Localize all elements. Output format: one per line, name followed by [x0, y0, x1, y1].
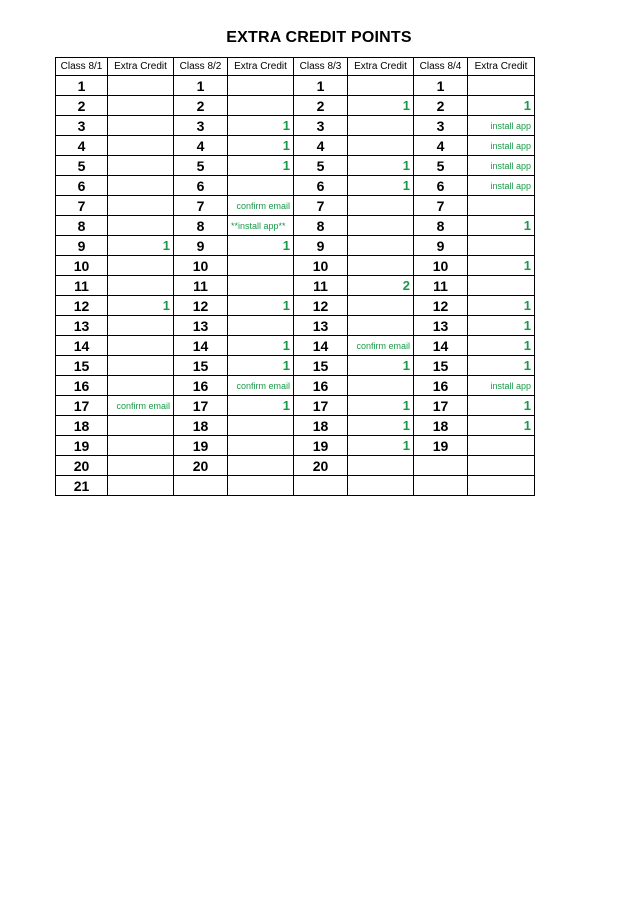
student-number-cell: 5 — [294, 156, 348, 176]
table-row — [56, 76, 535, 96]
student-number-cell: 21 — [56, 476, 108, 496]
extra-credit-cell: 1 — [348, 356, 414, 376]
student-number-cell: 12 — [414, 296, 468, 316]
extra-credit-cell — [108, 96, 174, 116]
student-number-cell: 19 — [294, 436, 348, 456]
extra-credit-cell — [108, 216, 174, 236]
extra-credit-cell: 1 — [468, 416, 535, 436]
extra-credit-cell — [108, 456, 174, 476]
extra-credit-cell — [228, 256, 294, 276]
extra-credit-cell — [108, 336, 174, 356]
extra-credit-cell — [108, 136, 174, 156]
extra-credit-cell — [468, 236, 535, 256]
student-number-cell: 11 — [294, 276, 348, 296]
extra-credit-table — [55, 57, 535, 496]
extra-credit-cell — [108, 376, 174, 396]
extra-credit-cell: install app — [468, 116, 535, 136]
table-row — [56, 236, 535, 256]
student-number-cell: 7 — [174, 196, 228, 216]
column-header-class: Class 8/4 — [414, 58, 468, 76]
student-number-cell: 5 — [414, 156, 468, 176]
student-number-cell: 5 — [56, 156, 108, 176]
extra-credit-cell — [108, 436, 174, 456]
student-number-cell — [414, 476, 468, 496]
student-number-cell: 9 — [56, 236, 108, 256]
extra-credit-cell — [228, 276, 294, 296]
extra-credit-cell: 1 — [108, 296, 174, 316]
student-number-cell: 8 — [294, 216, 348, 236]
extra-credit-cell: 1 — [468, 296, 535, 316]
extra-credit-cell — [108, 356, 174, 376]
extra-credit-cell: 1 — [228, 336, 294, 356]
table-row — [56, 216, 535, 236]
extra-credit-cell: 1 — [228, 396, 294, 416]
column-header-extra-credit: Extra Credit — [228, 58, 294, 76]
student-number-cell: 11 — [56, 276, 108, 296]
student-number-cell: 3 — [174, 116, 228, 136]
student-number-cell: 12 — [174, 296, 228, 316]
extra-credit-cell — [228, 316, 294, 336]
student-number-cell: 13 — [56, 316, 108, 336]
student-number-cell: 10 — [56, 256, 108, 276]
student-number-cell: 8 — [56, 216, 108, 236]
extra-credit-cell: 1 — [228, 136, 294, 156]
student-number-cell: 7 — [294, 196, 348, 216]
column-header-extra-credit: Extra Credit — [348, 58, 414, 76]
student-number-cell: 3 — [294, 116, 348, 136]
student-number-cell: 17 — [414, 396, 468, 416]
student-number-cell: 16 — [174, 376, 228, 396]
student-number-cell: 12 — [294, 296, 348, 316]
extra-credit-cell: 1 — [348, 416, 414, 436]
table-row — [56, 276, 535, 296]
student-number-cell: 1 — [294, 76, 348, 96]
student-number-cell: 4 — [56, 136, 108, 156]
table-row — [56, 336, 535, 356]
extra-credit-cell: 1 — [228, 296, 294, 316]
extra-credit-cell — [108, 176, 174, 196]
student-number-cell: 8 — [174, 216, 228, 236]
column-header-extra-credit: Extra Credit — [108, 58, 174, 76]
extra-credit-cell — [468, 76, 535, 96]
student-number-cell: 6 — [56, 176, 108, 196]
student-number-cell: 18 — [174, 416, 228, 436]
header-row — [56, 58, 535, 76]
student-number-cell: 15 — [414, 356, 468, 376]
extra-credit-cell: confirm email — [348, 336, 414, 356]
extra-credit-cell: 1 — [348, 96, 414, 116]
table-row — [56, 376, 535, 396]
extra-credit-cell: install app — [468, 156, 535, 176]
student-number-cell: 11 — [174, 276, 228, 296]
extra-credit-cell: 1 — [348, 156, 414, 176]
student-number-cell: 16 — [294, 376, 348, 396]
extra-credit-cell: install app — [468, 176, 535, 196]
extra-credit-cell: 1 — [468, 216, 535, 236]
student-number-cell: 14 — [294, 336, 348, 356]
student-number-cell: 7 — [414, 196, 468, 216]
student-number-cell: 13 — [294, 316, 348, 336]
table-row — [56, 476, 535, 496]
student-number-cell: 7 — [56, 196, 108, 216]
extra-credit-cell — [228, 76, 294, 96]
extra-credit-cell — [108, 476, 174, 496]
column-header-class: Class 8/1 — [56, 58, 108, 76]
extra-credit-cell — [468, 196, 535, 216]
extra-credit-cell: 1 — [468, 356, 535, 376]
student-number-cell: 4 — [414, 136, 468, 156]
student-number-cell: 6 — [174, 176, 228, 196]
extra-credit-cell: confirm email — [108, 396, 174, 416]
student-number-cell: 20 — [56, 456, 108, 476]
extra-credit-cell — [348, 136, 414, 156]
column-header-extra-credit: Extra Credit — [468, 58, 535, 76]
student-number-cell: 19 — [56, 436, 108, 456]
student-number-cell: 9 — [414, 236, 468, 256]
student-number-cell: 20 — [174, 456, 228, 476]
student-number-cell: 15 — [294, 356, 348, 376]
student-number-cell — [174, 476, 228, 496]
student-number-cell: 1 — [174, 76, 228, 96]
student-number-cell: 12 — [56, 296, 108, 316]
extra-credit-cell — [228, 96, 294, 116]
extra-credit-cell: 1 — [108, 236, 174, 256]
student-number-cell: 1 — [414, 76, 468, 96]
extra-credit-cell: 1 — [348, 396, 414, 416]
extra-credit-cell — [468, 276, 535, 296]
extra-credit-cell — [228, 416, 294, 436]
extra-credit-cell: confirm email — [228, 376, 294, 396]
extra-credit-cell: 1 — [228, 356, 294, 376]
student-number-cell: 14 — [56, 336, 108, 356]
student-number-cell: 11 — [414, 276, 468, 296]
student-number-cell: 2 — [56, 96, 108, 116]
table-row — [56, 296, 535, 316]
extra-credit-cell — [468, 436, 535, 456]
column-header-class: Class 8/3 — [294, 58, 348, 76]
page-title: EXTRA CREDIT POINTS — [226, 29, 412, 46]
student-number-cell: 18 — [56, 416, 108, 436]
extra-credit-cell: 1 — [468, 396, 535, 416]
extra-credit-cell — [348, 236, 414, 256]
extra-credit-cell — [228, 176, 294, 196]
student-number-cell: 9 — [294, 236, 348, 256]
column-header-class: Class 8/2 — [174, 58, 228, 76]
table-row — [56, 176, 535, 196]
student-number-cell: 15 — [174, 356, 228, 376]
extra-credit-cell — [348, 256, 414, 276]
extra-credit-cell — [108, 76, 174, 96]
extra-credit-cell: 1 — [468, 316, 535, 336]
extra-credit-cell — [348, 76, 414, 96]
student-number-cell: 6 — [414, 176, 468, 196]
extra-credit-cell — [108, 416, 174, 436]
extra-credit-cell — [108, 196, 174, 216]
extra-credit-cell — [348, 116, 414, 136]
student-number-cell: 4 — [174, 136, 228, 156]
student-number-cell: 15 — [56, 356, 108, 376]
extra-credit-cell: 2 — [348, 276, 414, 296]
student-number-cell: 4 — [294, 136, 348, 156]
table-row — [56, 116, 535, 136]
extra-credit-cell: 1 — [228, 116, 294, 136]
table-row — [56, 316, 535, 336]
table-row — [56, 256, 535, 276]
student-number-cell: 3 — [56, 116, 108, 136]
student-number-cell: 13 — [174, 316, 228, 336]
student-number-cell: 19 — [174, 436, 228, 456]
student-number-cell: 1 — [56, 76, 108, 96]
table-row — [56, 156, 535, 176]
extra-credit-cell — [348, 296, 414, 316]
extra-credit-cell — [108, 156, 174, 176]
student-number-cell — [294, 476, 348, 496]
extra-credit-cell: confirm email — [228, 196, 294, 216]
extra-credit-cell: 1 — [468, 96, 535, 116]
extra-credit-cell — [108, 276, 174, 296]
extra-credit-cell: 1 — [468, 336, 535, 356]
student-number-cell: 18 — [294, 416, 348, 436]
table-row — [56, 456, 535, 476]
table-row — [56, 96, 535, 116]
extra-credit-cell — [228, 456, 294, 476]
student-number-cell: 10 — [174, 256, 228, 276]
student-number-cell: 17 — [56, 396, 108, 416]
student-number-cell: 10 — [294, 256, 348, 276]
extra-credit-cell: 1 — [468, 256, 535, 276]
student-number-cell: 17 — [174, 396, 228, 416]
table-row — [56, 136, 535, 156]
extra-credit-cell: install app — [468, 136, 535, 156]
extra-credit-cell — [228, 476, 294, 496]
student-number-cell: 10 — [414, 256, 468, 276]
extra-credit-cell — [348, 456, 414, 476]
extra-credit-cell: 1 — [228, 156, 294, 176]
student-number-cell: 20 — [294, 456, 348, 476]
extra-credit-cell: install app — [468, 376, 535, 396]
student-number-cell: 17 — [294, 396, 348, 416]
extra-credit-cell: 1 — [228, 236, 294, 256]
student-number-cell: 16 — [56, 376, 108, 396]
table-row — [56, 356, 535, 376]
table-row — [56, 196, 535, 216]
extra-credit-cell — [108, 116, 174, 136]
student-number-cell: 16 — [414, 376, 468, 396]
extra-credit-cell — [348, 376, 414, 396]
table-row — [56, 416, 535, 436]
student-number-cell: 8 — [414, 216, 468, 236]
extra-credit-cell: 1 — [348, 176, 414, 196]
extra-credit-cell — [468, 476, 535, 496]
student-number-cell: 2 — [294, 96, 348, 116]
extra-credit-cell — [348, 476, 414, 496]
student-number-cell: 14 — [174, 336, 228, 356]
student-number-cell: 2 — [174, 96, 228, 116]
extra-credit-cell — [348, 316, 414, 336]
extra-credit-cell — [348, 196, 414, 216]
student-number-cell: 13 — [414, 316, 468, 336]
student-number-cell: 5 — [174, 156, 228, 176]
student-number-cell: 9 — [174, 236, 228, 256]
extra-credit-cell — [108, 316, 174, 336]
student-number-cell: 2 — [414, 96, 468, 116]
extra-credit-cell: **install app** — [228, 216, 294, 236]
extra-credit-cell — [228, 436, 294, 456]
student-number-cell: 14 — [414, 336, 468, 356]
extra-credit-cell: 1 — [348, 436, 414, 456]
table-row — [56, 396, 535, 416]
student-number-cell — [414, 456, 468, 476]
table-body — [56, 76, 535, 496]
extra-credit-cell — [468, 456, 535, 476]
student-number-cell: 18 — [414, 416, 468, 436]
extra-credit-cell — [348, 216, 414, 236]
extra-credit-cell — [108, 256, 174, 276]
table-row — [56, 436, 535, 456]
student-number-cell: 3 — [414, 116, 468, 136]
student-number-cell: 19 — [414, 436, 468, 456]
student-number-cell: 6 — [294, 176, 348, 196]
